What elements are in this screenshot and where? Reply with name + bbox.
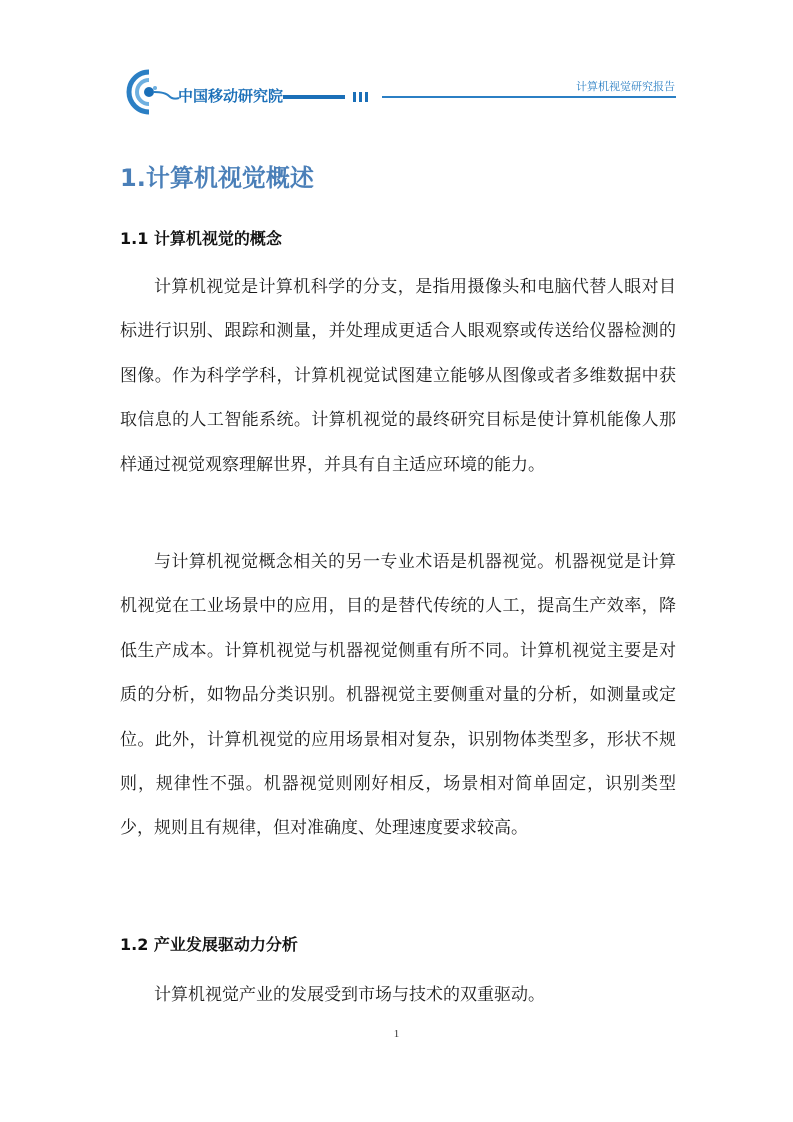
logo-text: 中国移动研究院 [178,87,284,105]
paragraph-concept-2: 与计算机视觉概念相关的另一专业术语是机器视觉。机器视觉是计算机视觉在工业场景中的应用，目的是替代传统的人工，提高生产效率，降低生产成本。计算机视觉与机器视觉侧重有所不同。计算机视觉主要是对质的分析，如物品分类识别。机器视觉主要侧重对量的分析，如测量或定位。此外，计算机视觉的应用场景相对复杂，识别物体类型多，形状不规则，规律性不强。机器视觉则刚好相反，场景相对简单固定，识别类型少，规则且有规律，但对准确度、处理速度要求较高。 [120,552,676,839]
section-title-1-2: 1.2 产业发展驱动力分析 [120,935,298,954]
section-title-1-1: 1.1 计算机视觉的概念 [120,229,282,248]
logo-underline-bar [283,95,345,99]
chapter-title: 1.计算机视觉概述 [120,164,314,192]
paragraph-driving-force: 计算机视觉产业的发展受到市场与技术的双重驱动。 [154,985,545,1005]
paragraph-concept-1: 计算机视觉是计算机科学的分支，是指用摄像头和电脑代替人眼对目标进行识别、跟踪和测量，并处理成更适合人眼观察或传送给仪器检测的图像。作为科学学科，计算机视觉试图建立能够从图像或者多维数据中获取信息的人工智能系统。计算机视觉的最终研究目标是使计算机能像人那样通过视觉观察理解世界，并具有自主适应环境的能力。 [120,277,676,475]
report-title: 计算机视觉研究报告 [576,80,675,93]
logo-iii-mark-icon [352,91,370,103]
china-mobile-logo-icon [125,68,181,116]
page-header [0,0,793,120]
page-number: 1 [393,1028,400,1040]
header-divider-line [382,96,676,98]
